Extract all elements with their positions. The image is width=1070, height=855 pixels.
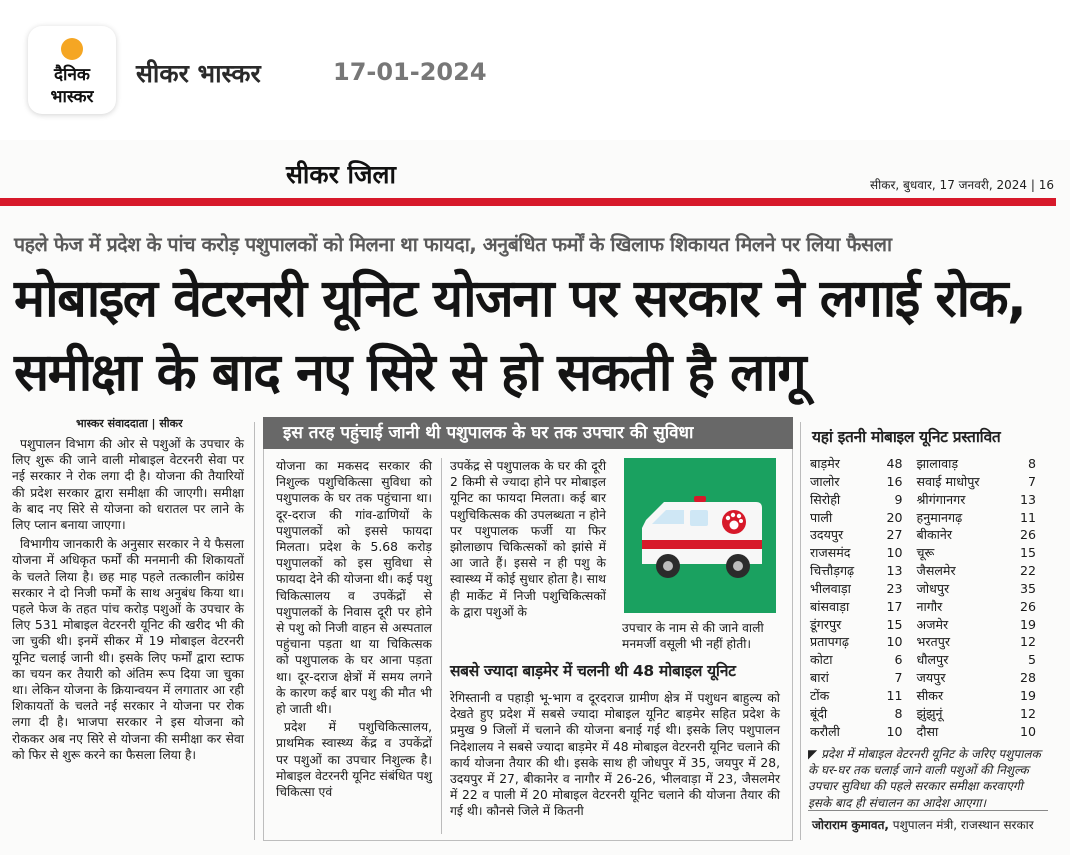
table-row xyxy=(810,723,1036,741)
logo-text-line2: भास्कर xyxy=(50,87,94,107)
district-name: जयपुर xyxy=(916,670,946,686)
unit-count: 10 xyxy=(1019,723,1036,739)
unit-count: 11 xyxy=(886,687,903,703)
unit-count: 22 xyxy=(1019,563,1036,579)
article-paragraph: पशुपालन विभाग की ओर से पशुओं के उपचार के लिए शुरू की जाने वाली मोबाइल वेटरनरी सेवा पर नई सरकार ने रोक लगा दी है। योजना की तैयारियों की प्रदेश सरकार द्वारा समीक्षा की जाएगी। समीक्षा के बाद नए सिरे से योजना को धरातल पर लाने के लिए प्लान बनाया जाएगा। xyxy=(12,437,244,533)
unit-count: 6 xyxy=(894,652,903,668)
unit-count: 7 xyxy=(894,670,903,686)
unit-count: 28 xyxy=(1019,670,1036,686)
district-name: बीकानेर xyxy=(916,527,953,543)
quote-attribution xyxy=(812,816,1034,833)
unit-count: 27 xyxy=(886,527,903,543)
unit-count: 5 xyxy=(1027,652,1036,668)
table-row xyxy=(810,669,1036,687)
table-row xyxy=(810,633,1036,651)
quote-role: पशुपालन मंत्री, राजस्थान सरकार xyxy=(888,818,1034,832)
box-paragraph: योजना का मकसद सरकार की निशुल्क पशुचिकित्सा सुविधा को पशुपालक के घर तक पहुंचाना था। दूर-दराज की गांव-ढाणियों के पशुपालकों को इससे फायदा मिलता। प्रदेश के 5.68 करोड़ पशुपालकों को इस सुविधा से फायदा देने की योजना थी। कई पशु चिकित्सालय व उपकेंद्रों से पशुपालकों के निवास दूरी पर होने से पशु को निजी वाहन से अस्पताल पहुंचाना पड़ता था या चिकित्सक को पशुपालक के घर आना पड़ता था। दूर-दराज क्षेत्रों में समय लगने के कारण कई बार पशु की मौत भी हो जाती थी। xyxy=(276,459,432,717)
unit-count: 19 xyxy=(1019,687,1036,703)
units-panel-title: यहां इतनी मोबाइल यूनिट प्रस्तावित xyxy=(812,428,1001,446)
table-row xyxy=(810,705,1036,723)
article-byline: भास्कर संवाददाता | सीकर xyxy=(76,417,183,430)
district-name: श्रीगंगानगर xyxy=(916,491,966,507)
column-divider xyxy=(441,458,442,834)
unit-count: 10 xyxy=(886,723,903,739)
unit-count: 23 xyxy=(886,580,903,596)
edition-title: सीकर भास्कर xyxy=(136,59,261,88)
box-story-title: इस तरह पहुंचाई जानी थी पशुपालक के घर तक उपचार की सुविधा xyxy=(263,417,793,449)
district-name: बाड़मेर xyxy=(810,456,840,471)
article-kicker: पहले फेज में प्रदेश के पांच करोड़ पशुपालकों को मिलना था फायदा, अनुबंधित फर्मों के खिलाफ शिकायत मिलने पर लिया फैसला xyxy=(14,233,892,256)
unit-count: 7 xyxy=(1027,473,1036,489)
table-row xyxy=(810,598,1036,616)
unit-count: 20 xyxy=(886,509,903,525)
table-row xyxy=(810,580,1036,598)
page-dateline: सीकर, बुधवार, 17 जनवरी, 2024 | 16 xyxy=(870,178,1054,192)
table-row xyxy=(810,455,1036,473)
district-name: सिरोही xyxy=(810,491,841,507)
edition-date: 17-01-2024 xyxy=(333,58,487,86)
table-row xyxy=(810,491,1036,509)
district-name: चित्तौड़गढ़ xyxy=(810,563,855,579)
section-divider xyxy=(0,198,1056,206)
district-name: प्रतापगढ़ xyxy=(810,634,849,650)
unit-count: 9 xyxy=(894,491,903,507)
column-divider xyxy=(800,422,801,840)
box-paragraph: प्रदेश में पशुचिकित्सालय, प्राथमिक स्वास्थ्य केंद्र व उपकेंद्रों पर पशुओं का उपचार निशुल्क है। मोबाइल वेटरनरी यूनिट संबंधित पशु चिकित्सा एवं xyxy=(276,720,432,800)
table-row xyxy=(810,562,1036,580)
district-name: उदयपुर xyxy=(810,527,844,543)
district-name: चूरू xyxy=(916,545,935,561)
district-name: टोंक xyxy=(810,687,830,703)
unit-count: 12 xyxy=(1019,705,1036,721)
district-name: बारां xyxy=(810,670,829,686)
district-name: जैसलमेर xyxy=(916,563,956,579)
district-name: पाली xyxy=(810,509,833,525)
unit-count: 10 xyxy=(886,634,903,650)
district-name: झालावाड़ xyxy=(916,456,959,471)
table-row xyxy=(810,651,1036,669)
box-column-3 xyxy=(450,690,780,820)
district-name: डूंगरपुर xyxy=(810,616,842,632)
district-name: जोधपुर xyxy=(916,580,950,596)
unit-count: 26 xyxy=(1019,527,1036,543)
ambulance-icon xyxy=(624,458,776,613)
unit-count: 35 xyxy=(1019,580,1036,596)
logo-text-line1: दैनिक xyxy=(54,65,90,85)
district-name: जालोर xyxy=(810,473,840,489)
district-name: झुंझुनूं xyxy=(916,705,943,721)
quote-author: जोराराम कुमावत, xyxy=(812,818,889,832)
table-row xyxy=(810,616,1036,634)
article-paragraph: विभागीय जानकारी के अनुसार सरकार ने ये फैसला योजना में अधिकृत फर्मों की मनमानी की शिकायतों के चलते लिया है। छह माह पहले तत्कालीन कांग्रेस सरकार ने दो निजी फर्मों के साथ अनुबंध किया था। पहले फेज के तहत पांच करोड़ पशुओं के उपचार के लिए 531 मोबाइल वेटरनरी यूनिट की खरीद भी की जा चुकी थी। इनमें सीकर में 19 मोबाइल वेटरनरी यूनिट चलाई जानी थी। इसके लिए फर्मों द्वारा स्टाफ का चयन कर तैयारी को अंतिम रूप दिया जा चुका था। लेकिन योजना के क्रियान्वयन में लगातार आ रही शिकायतों के चलते नई सरकार ने योजना पर रोक लगा दी है। भाजपा सरकार ने इस योजना को रोककर अब नए सिरे से योजना की समीक्षा कर सेवा को फिर से शुरू करने का फैसला लिया है। xyxy=(12,537,244,762)
district-name: बूंदी xyxy=(810,705,828,721)
sun-icon xyxy=(61,38,83,60)
box-paragraph: उपकेंद्र से पशुपालक के घर की दूरी 2 किमी से ज्यादा होने पर मोबाइल यूनिट का फायदा मिलता। कई बार पशुचिकित्सक की उपलब्धता न होने पर पशुपालक फर्जी या फिर झोलाछाप चिकित्सकों को झांसे में आ जाते हैं। इससे न ही पशु के स्वास्थ्य में कोई सुधार होता है। साथ ही मार्केट में निजी पशुचिकित्सकों के द्वारा पशुओं के xyxy=(450,459,606,619)
unit-count: 10 xyxy=(886,545,903,561)
district-name: हनुमानगढ़ xyxy=(916,509,963,525)
triangle-bullet-icon: ◤ xyxy=(808,747,818,761)
app-logo[interactable] xyxy=(28,26,116,114)
unit-count: 16 xyxy=(886,473,903,489)
box-column-1 xyxy=(276,458,432,800)
article-left-column xyxy=(12,436,244,763)
units-table xyxy=(810,455,1036,741)
section-title: सीकर जिला xyxy=(286,160,396,189)
box-paragraph: रेगिस्तानी व पहाड़ी भू-भाग व दूरदराज ग्रामीण क्षेत्र में पशुधन बाहुल्य को देखते हुए प्रदेश में सबसे ज्यादा मोबाइल यूनिट बाड़मेर सहित प्रदेश के प्रमुख 9 जिलों में चलाने की योजना बनाई गई थी। इसके लिए पशुपालन निदेशालय ने सबसे ज्यादा बाड़मेर में 48 मोबाइल वेटरनरी यूनिट चलाने की कार्य योजना तैयार की थी। इसके साथ ही जोधपुर में 35, जयपुर में 28, उदयपुर में 27, बीकानेर व नागौर में 26-26, भीलवाड़ा में 23, जैसलमेर में 22 व पाली में 20 मोबाइल वेटरनरी यूनिट चलाने की योजना तैयार की गई थी। कौनसे जिले में कितनी xyxy=(450,691,780,819)
unit-count: 48 xyxy=(886,456,903,471)
unit-count: 13 xyxy=(886,563,903,579)
unit-count: 13 xyxy=(1019,491,1036,507)
district-name: नागौर xyxy=(916,598,943,614)
district-name: भरतपुर xyxy=(916,634,951,650)
unit-count: 17 xyxy=(886,598,903,614)
district-name: बांसवाड़ा xyxy=(810,598,850,614)
ambulance-illustration xyxy=(624,458,776,613)
unit-count: 8 xyxy=(1027,456,1036,471)
unit-count: 26 xyxy=(1019,598,1036,614)
district-name: करौली xyxy=(810,723,840,739)
article-headline: मोबाइल वेटरनरी यूनिट योजना पर सरकार ने लगाई रोक, समीक्षा के बाद नए सिरे से हो सकती है लागू xyxy=(14,269,1026,403)
box-column-2-continued: उपचार के नाम से की जाने वाली मनमर्जी वसूली भी नहीं होती। xyxy=(622,621,764,651)
quote-text: प्रदेश में मोबाइल वेटरनरी यूनिट के जरिए पशुपालक के घर-घर तक चलाई जाने वाली पशुओं की निशुल्क उपचार सुविधा की पहले सरकार समीक्षा करवाएगी इसके बाद ही संचालन का आदेश आएगा। xyxy=(808,747,1041,810)
district-name: सवाई माधोपुर xyxy=(916,473,980,489)
district-name: दौसा xyxy=(916,723,939,739)
column-divider xyxy=(254,422,255,840)
table-row xyxy=(810,509,1036,527)
district-name: राजसमंद xyxy=(810,545,851,561)
unit-count: 11 xyxy=(1019,509,1036,525)
district-name: सीकर xyxy=(916,687,944,703)
table-row xyxy=(810,544,1036,562)
unit-count: 12 xyxy=(1019,634,1036,650)
newspaper-page[interactable] xyxy=(0,140,1070,855)
unit-count: 15 xyxy=(886,616,903,632)
box-column-2 xyxy=(450,458,606,620)
unit-count: 8 xyxy=(894,705,903,721)
district-name: कोटा xyxy=(810,652,833,668)
table-row xyxy=(810,473,1036,491)
unit-count: 19 xyxy=(1019,616,1036,632)
table-row xyxy=(810,687,1036,705)
unit-count: 15 xyxy=(1019,545,1036,561)
quote-divider xyxy=(808,810,1048,811)
district-name: अजमेर xyxy=(916,616,949,632)
table-row xyxy=(810,526,1036,544)
district-name: भीलवाड़ा xyxy=(810,580,851,596)
minister-quote xyxy=(808,746,1048,811)
box-subheading: सबसे ज्यादा बाड़मेर में चलनी थी 48 मोबाइल यूनिट xyxy=(450,662,736,680)
district-name: धौलपुर xyxy=(916,652,949,668)
